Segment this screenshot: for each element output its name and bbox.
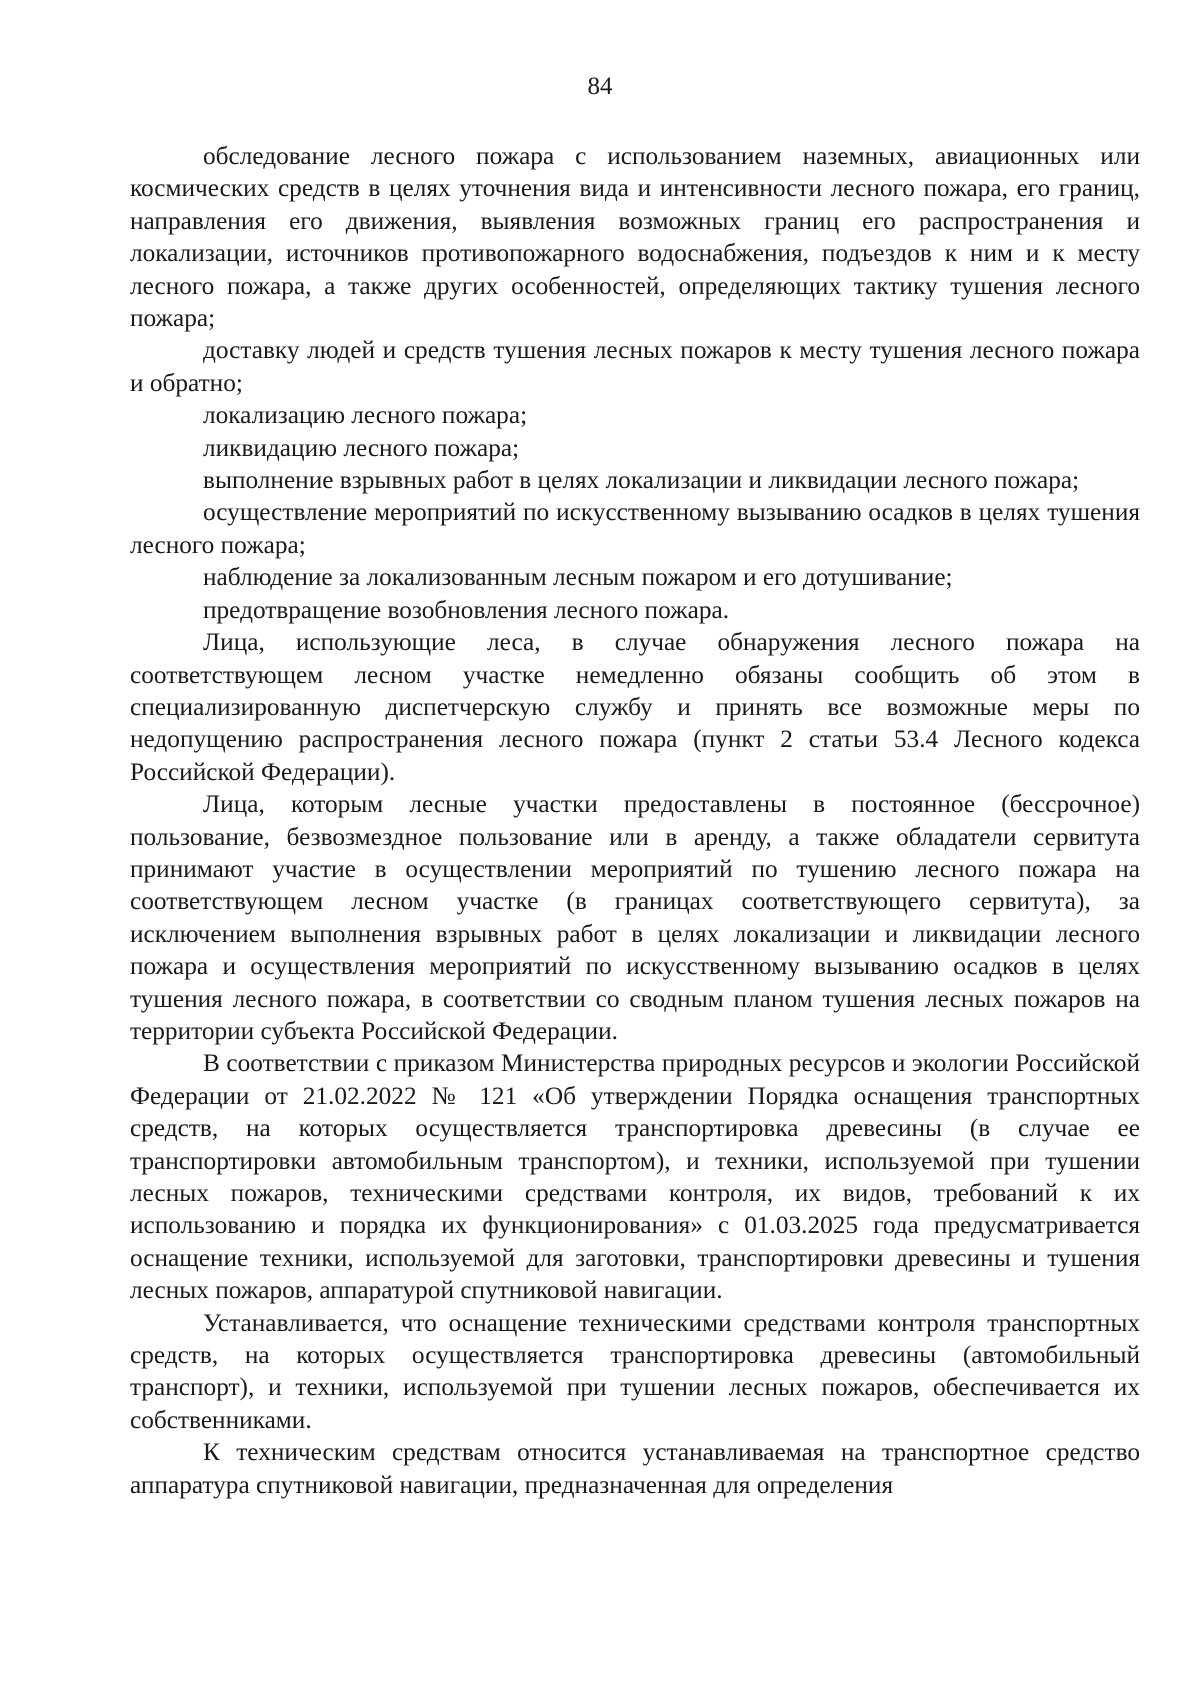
paragraph-10: Лица, которым лесные участки предоставлены в постоянное (бессрочное) пользование, безвозмездное пользование или в аренду, а также обладатели сервитута принимают участие в осуществлении мероприятий по тушению лесного пожара на соответствующем лесном участке (в границах соответствующего сервитута), за исключением выполнения взрывных работ в целях локализации и ликвидации лесного пожара и осуществления мероприятий по искусственному вызыванию осадков в целях тушения лесного пожара, в соответствии со сводным планом тушения лесных пожаров на территории субъекта Российской Федерации.: [130, 790, 1140, 1045]
paragraph-12: Устанавливается, что оснащение техническими средствами контроля транспортных средств, на которых осуществляется транспортировка древесины (автомобильный транспорт), и техники, используемой при тушении лесных пожаров, обеспечивается их собственниками.: [130, 1308, 1140, 1434]
paragraph-9: Лица, использующие леса, в случае обнаружения лесного пожара на соответствующем лесном участке немедленно обязаны сообщить об этом в специализированную диспетчерскую службу и принять все возможные меры по недопущению распространения лесного пожара (пункт 2 статьи 53.4 Лесного кодекса Российской Федерации).: [130, 628, 1140, 786]
paragraph-5: выполнение взрывных работ в целях локализации и ликвидации лесного пожара;: [203, 466, 1080, 495]
paragraph-1: обследование лесного пожара с использованием наземных, авиационных или космических средств в целях уточнения вида и интенсивности лесного пожара, его границ, направления его движения, выявления возможных границ его распространения и локализации, источников противопожарного водоснабжения, подъездов к ним и к месту лесного пожара, а также других особенностей, определяющих тактику тушения лесного пожара;: [130, 142, 1140, 333]
page-number: 84: [587, 73, 613, 100]
paragraph-2: доставку людей и средств тушения лесных пожаров к месту тушения лесного пожара и обратно;: [130, 336, 1140, 397]
document-body: [130, 140, 1140, 1501]
paragraph-8: предотвращение возобновления лесного пожара.: [203, 595, 730, 624]
paragraph-13: К техническим средствам относится устанавливаемая на транспортное средство аппаратура спутниковой навигации, предназначенная для определения: [130, 1438, 1140, 1499]
paragraph-11: В соответствии с приказом Министерства природных ресурсов и экологии Российской Федерации от 21.02.2022 № 121 «Об утверждении Порядка оснащения транспортных средств, на которых осуществляется транспортировка древесины (в случае ее транспортировки автомобильным транспортом), и техники, используемой при тушении лесных пожаров, техническими средствами контроля, их видов, требований к их использованию и порядка их функционирования» с 01.03.2025 года предусматривается оснащение техники, используемой для заготовки, транспортировки древесины и тушения лесных пожаров, аппаратурой спутниковой навигации.: [130, 1049, 1140, 1305]
paragraph-6: осуществление мероприятий по искусственному вызыванию осадков в целях тушения лесного пожара;: [130, 498, 1140, 559]
paragraph-3: локализацию лесного пожара;: [203, 401, 528, 430]
paragraph-4: ликвидацию лесного пожара;: [203, 433, 520, 462]
paragraph-7: наблюдение за локализованным лесным пожаром и его дотушивание;: [203, 563, 953, 592]
